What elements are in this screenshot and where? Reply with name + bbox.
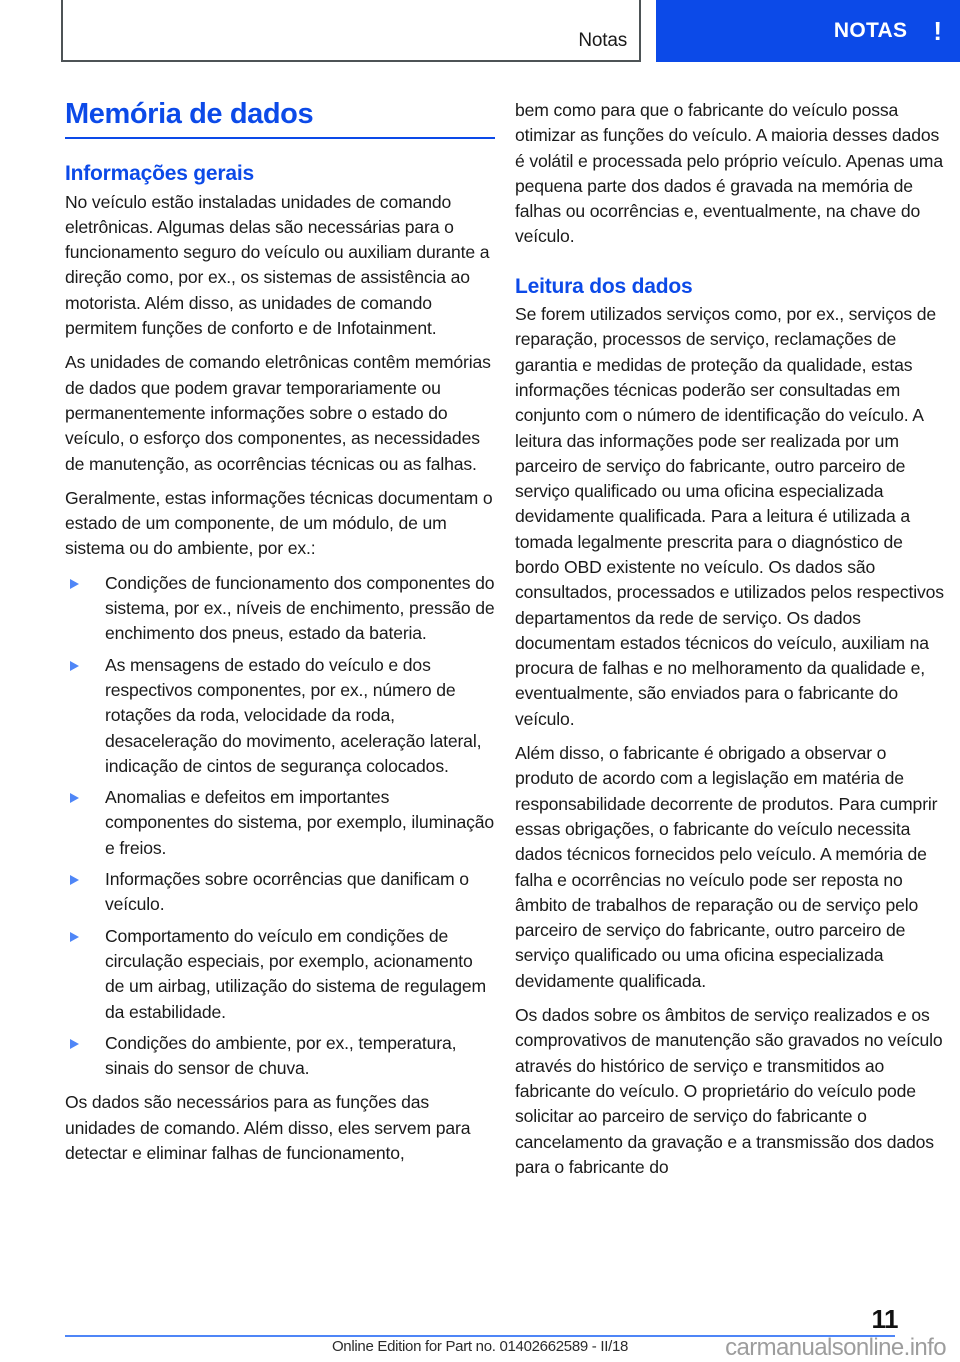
exclamation-icon: ! (933, 16, 942, 46)
triangle-bullet-icon (70, 875, 79, 885)
list-item-label: Informações sobre ocorrências que danificam o veículo. (105, 869, 469, 915)
list-item (65, 785, 495, 861)
title-rule (65, 137, 495, 139)
section-heading-leitura-dos-dados: Leitura dos dados (515, 274, 693, 298)
page-number: 11 (871, 1304, 898, 1334)
right-column (515, 98, 945, 1189)
header-tab-label: Notas (578, 30, 627, 51)
header-tab (61, 0, 641, 62)
list-item (65, 571, 495, 647)
triangle-bullet-icon (70, 661, 79, 671)
page-header (0, 0, 960, 64)
list-item (65, 1031, 495, 1082)
left-column (65, 98, 495, 1175)
paragraph: Além disso, o fabricante é obrigado a observar o produto de acordo com a legislação em matéria de responsabilidade decorrente de produtos. Para cumprir essas obrigações, o fabricante do veículo necessita dados técnicos fornecidos pelo veículo. A memória de falha e ocorrências no veículo pode ser reposta no âmbito de trabalhos de reparação ou de serviço pelo parceiro de serviço do fabricante, outro parceiro de serviço qualificado ou uma oficina especializada devidamente qualificada. (515, 743, 938, 991)
list-item (65, 867, 495, 918)
header-chapter-band (656, 0, 960, 62)
section-heading-informacoes-gerais: Informações gerais (65, 162, 254, 186)
list-item (65, 924, 495, 1025)
list-item-label: Condições do ambiente, por ex., temperatura, sinais do sensor de chuva. (105, 1032, 457, 1079)
page-footer (0, 1294, 960, 1362)
list-item-label: Anomalias e defeitos em importantes componentes do sistema, por exemplo, iluminação e freios. (105, 787, 495, 858)
paragraph: Se forem utilizados serviços como, por ex., serviços de reparação, processos de serviço, reclamações de garantia e medidas de proteção da qualidade, estas informações técnicas poderão ser consultadas em conjunto com o número de identificação do veículo. A leitura das informações pode ser realizada por um parceiro de serviço do fabricante, outro parceiro de serviço qualificado ou uma oficina especializada devidamente qualificada. Para a leitura é utilizada a tomada legalmente prescrita para o diagnóstico de bordo OBD existente no veículo. Os dados são consultados, processados e utilizados pelos respectivos departamentos da rede de serviço. Os dados documentam estados técnicos do veículo, auxiliam na procura de falhas e no melhoramento da qualidade e, eventualmente, são enviados para o fabricante do veículo. (515, 304, 944, 729)
paragraph: No veículo estão instaladas unidades de comando eletrônicas. Algumas delas são necessárias para o funcionamento seguro do veículo ou auxiliam durante a direção como, por ex., os sistemas de assistência ao motorista. Além disso, as unidades de comando permitem funções de conforto e de Infotainment. (65, 191, 490, 339)
paragraph: bem como para que o fabricante do veículo possa otimizar as funções do veículo. A maioria desses dados é volátil e processada pelo próprio veículo. Apenas uma pequena parte dos dados é gravada na memória de falhas ou ocorrências e, eventualmente, na chave do veículo. (515, 100, 943, 247)
header-chapter-label: NOTAS (833, 19, 908, 42)
triangle-bullet-icon (70, 579, 79, 589)
paragraph: Os dados sobre os âmbitos de serviço realizados e os comprovativos de manutenção são gravados no veículo através do histórico de serviço e transmitidos ao fabricante do veículo. O proprietário do veículo pode solicitar ao parceiro de serviço do fabricante o cancelamento da gravação e a transmissão dos dados para o fabricante do (515, 1005, 943, 1177)
paragraph: Os dados são necessários para as funções das unidades de comando. Além disso, eles servem para detectar e eliminar falhas de funcionamento, (65, 1092, 471, 1163)
page-body (0, 64, 960, 1294)
triangle-bullet-icon (70, 932, 79, 942)
edition-note: Online Edition for Part no. 01402662589 - II/18 (331, 1338, 629, 1355)
list-item (65, 653, 495, 779)
paragraph: Geralmente, estas informações técnicas documentam o estado de um componente, de um módulo, de um sistema ou do ambiente, por ex.: (65, 487, 493, 559)
bullet-list (65, 571, 495, 1082)
triangle-bullet-icon (70, 793, 79, 803)
triangle-bullet-icon (70, 1039, 79, 1049)
list-item-label: Comportamento do veículo em condições de circulação especiais, por exemplo, acionamento de um airbag, utilização do sistema de regulagem da estabilidade. (105, 925, 487, 1022)
list-item-label: Condições de funcionamento dos componentes do sistema, por ex., níveis de enchimento, pressão de enchimento dos pneus, estado da bateria. (105, 572, 495, 644)
watermark: carmanualsonline.info (725, 1334, 946, 1361)
paragraph: As unidades de comando eletrônicas contêm memórias de dados que podem gravar temporariamente ou permanentemente informações sobre o estado do veículo, o esforço dos componentes, as necessidades de manutenção, as ocorrências técnicas ou as falhas. (65, 352, 491, 474)
page-title: Memória de dados (65, 98, 314, 130)
list-item-label: As mensagens de estado do veículo e dos respectivos componentes, por ex., número de rotações da roda, velocidade da roda, desaceleração do movimento, aceleração lateral, indicação de cintos de segurança colocados. (105, 654, 482, 776)
